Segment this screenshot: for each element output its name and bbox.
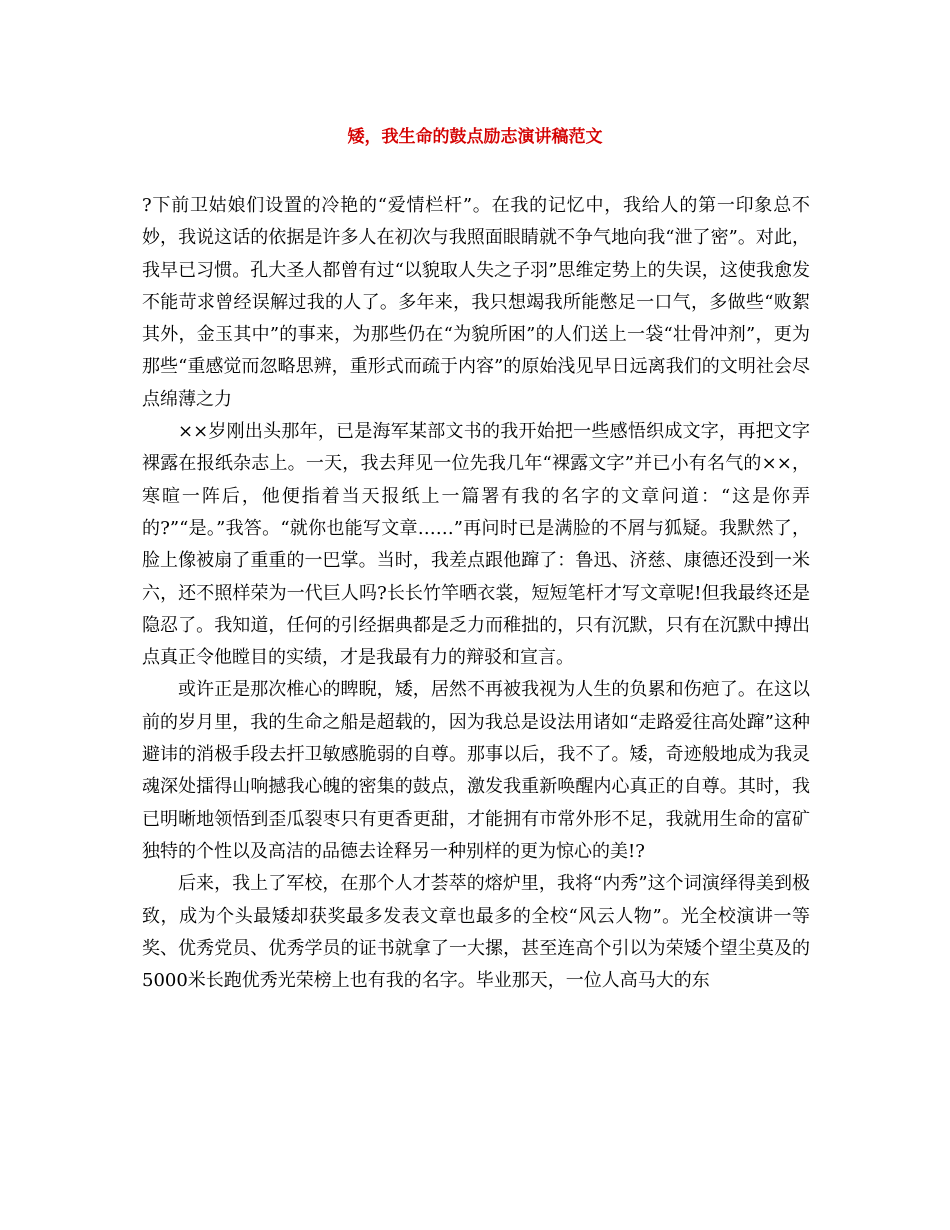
paragraph-2: ××岁刚出头那年，已是海军某部文书的我开始把一些感悟织成文字，再把文字裸露在报纸杂志上。一天，我去拜见一位先我几年“裸露文字”并已小有名气的××，寒暄一阵后，他便指着当天报纸上一篇署有我的名字的文章问道：“这是你弄的?”“是。”我答。“就你也能写文章……”再问时已是满脸的不屑与狐疑。我默然了，脸上像被扇了重重的一巴掌。当时，我差点跟他蹿了：鲁迅、济慈、康德还没到一米六，还不照样荣为一代巨人吗?长长竹竿晒衣裳，短短笔杆才写文章呢!但我最终还是隐忍了。我知道，任何的引经据典都是乏力而稚拙的，只有沉默，只有在沉默中搏出点真正令他瞠目的实绩，才是我最有力的辩驳和宣言。 xyxy=(142,421,810,669)
document-title: 矮，我生命的鼓点励志演讲稿范文 xyxy=(347,127,603,147)
paragraph-3: 或许正是那次椎心的睥睨，矮，居然不再被我视为人生的负累和伤疤了。在这以前的岁月里，我的生命之船是超载的，因为我总是设法用诸如“走路爱往高处蹿”这种避讳的消极手段去扞卫敏感脆弱的自尊。那事以后，我不了。矮，奇迹般地成为我灵魂深处擂得山响撼我心魄的密集的鼓点，激发我重新唤醒内心真正的自尊。其时，我已明晰地领悟到歪瓜裂枣只有更香更甜，才能拥有市常外形不足，我就用生命的富矿独特的个性以及高洁的品德去诠释另一种别样的更为惊心的美!? xyxy=(142,679,810,862)
paragraph-1: ?下前卫姑娘们设置的冷艳的“爱情栏杆”。在我的记忆中，我给人的第一印象总不妙，我说这话的依据是许多人在初次与我照面眼睛就不争气地向我“泄了密”。对此，我早已习惯。孔大圣人都曾有过“以貌取人失之子羽”思维定势上的失误，这使我愈发不能苛求曾经误解过我的人了。多年来，我只想竭我所能憋足一口气，多做些“败絮其外，金玉其中”的事来，为那些仍在“为貌所困”的人们送上一袋“壮骨冲剂”，更为那些“重感觉而忽略思辨，重形式而疏于内容”的原始浅见早日远离我们的文明社会尽点绵薄之力 xyxy=(142,195,810,410)
document-body xyxy=(142,190,810,997)
paragraph-4: 后来，我上了军校，在那个人才荟萃的熔炉里，我将“内秀”这个词演绎得美到极致，成为个头最矮却获奖最多发表文章也最多的全校“风云人物”。光全校演讲一等奖、优秀党员、优秀学员的证书就拿了一大摞，甚至连高个引以为荣矮个望尘莫及的5000米长跑优秀光荣榜上也有我的名字。毕业那天，一位人高马大的东 xyxy=(142,873,810,992)
